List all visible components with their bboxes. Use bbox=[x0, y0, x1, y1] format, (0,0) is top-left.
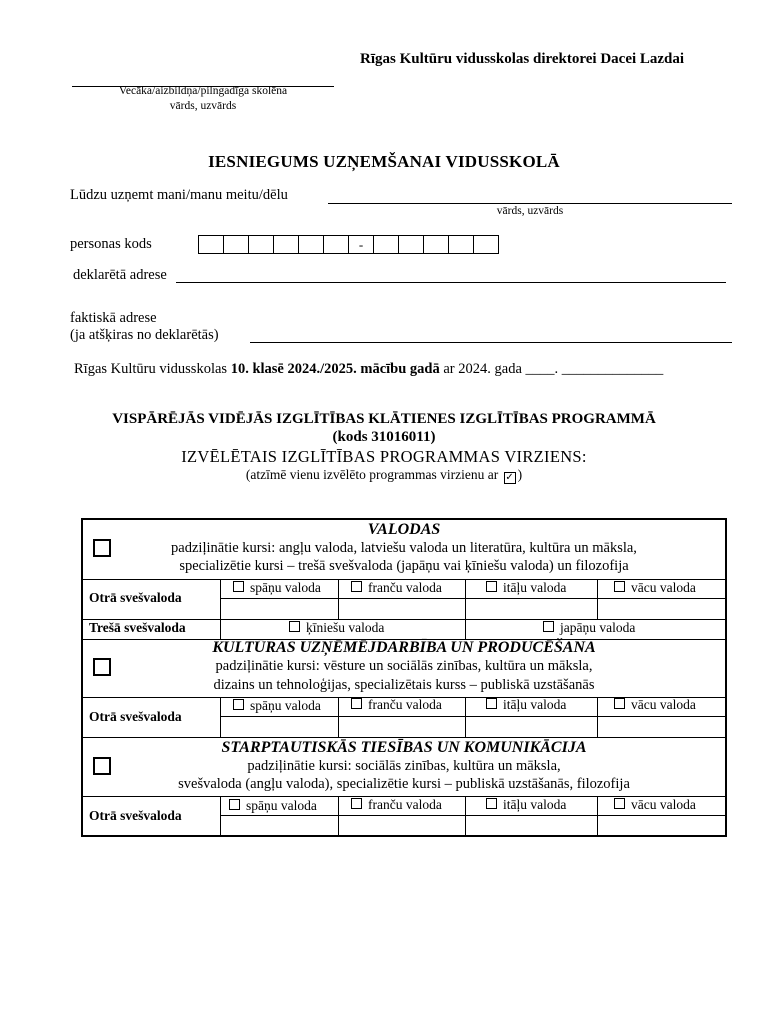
third-language-row bbox=[83, 619, 725, 640]
personal-code-label: personas kods bbox=[70, 236, 152, 252]
second-language-label: Otrā svešvaloda bbox=[89, 808, 182, 823]
program-title: VISPĀRĒJĀS VIDĒJĀS IZGLĪTĪBAS KLĀTIENES IZGLĪTĪBAS PROGRAMMĀ bbox=[112, 411, 656, 427]
option-japanese[interactable] bbox=[543, 620, 635, 636]
direction-international-law bbox=[83, 737, 725, 797]
option-label: spāņu valoda bbox=[250, 698, 321, 713]
personal-code-digit[interactable] bbox=[248, 235, 274, 254]
parent-name-caption bbox=[72, 84, 334, 114]
checkbox-icon[interactable] bbox=[614, 798, 625, 809]
personal-code-boxes[interactable] bbox=[198, 235, 499, 254]
option-label: franču valoda bbox=[368, 797, 442, 812]
option-italian[interactable] bbox=[486, 697, 566, 713]
personal-code-digit[interactable] bbox=[298, 235, 324, 254]
parent-caption-line2: vārds, uzvārds bbox=[169, 100, 237, 112]
personal-code-digit[interactable] bbox=[423, 235, 449, 254]
direction-course-line: dizains un tehnoloģijas, specializētais kurss – publiskā uzstāšanās bbox=[213, 677, 595, 693]
addressee: Rīgas Kultūru vidusskolas direktorei Dacei Lazdai bbox=[360, 51, 685, 67]
direction-instruction bbox=[0, 467, 768, 484]
personal-code-digit[interactable] bbox=[373, 235, 399, 254]
personal-code-digit[interactable] bbox=[398, 235, 424, 254]
option-label: itāļu valoda bbox=[503, 797, 567, 812]
instruction-prefix: (atzīmē vienu izvēlēto programmas virzienu ar bbox=[245, 467, 502, 482]
request-label: Lūdzu uzņemt mani/manu meitu/dēlu bbox=[70, 187, 288, 203]
direction-title: KULTŪRAS UZŅĒMĒJDARBĪBA UN PRODUCĒŠANA bbox=[212, 639, 596, 656]
checkbox-icon[interactable] bbox=[351, 698, 362, 709]
checkbox-icon[interactable] bbox=[614, 698, 625, 709]
personal-code-digit[interactable] bbox=[323, 235, 349, 254]
checkbox-icon[interactable] bbox=[614, 581, 625, 592]
direction-course-line: padziļinātie kursi: sociālās zinības, kultūra un māksla, bbox=[247, 758, 561, 774]
second-language-row bbox=[83, 796, 725, 835]
enrollment-class-year: 10. klasē 2024./2025. mācību gadā bbox=[230, 361, 440, 377]
directions-table bbox=[81, 518, 727, 837]
direction-heading: IZVĒLĒTAIS IZGLĪTĪBAS PROGRAMMAS VIRZIENS: bbox=[181, 447, 587, 466]
direction-culture-business bbox=[83, 639, 725, 698]
option-spanish[interactable] bbox=[229, 798, 317, 814]
direction-course-line: specializētie kursi – trešā svešvaloda (japāņu vai ķīniešu valoda) un filozofija bbox=[179, 558, 629, 574]
option-italian[interactable] bbox=[486, 580, 566, 596]
option-label: spāņu valoda bbox=[250, 580, 321, 595]
option-french[interactable] bbox=[351, 797, 442, 813]
enrollment-suffix[interactable]: ar 2024. gada ____. ______________ bbox=[439, 361, 664, 377]
option-spanish[interactable] bbox=[233, 580, 321, 596]
option-german[interactable] bbox=[614, 797, 696, 813]
checkbox-icon[interactable] bbox=[351, 798, 362, 809]
direction-course-line: svešvaloda (angļu valoda), specializētie kursi – publiskā uzstāšanās, filozofija bbox=[178, 776, 630, 792]
enrollment-sentence bbox=[74, 361, 663, 378]
direction-valodas bbox=[83, 520, 725, 580]
actual-address-note: (ja atšķiras no deklarētās) bbox=[70, 327, 219, 343]
checkbox-icon[interactable] bbox=[289, 621, 300, 632]
checkbox-icon[interactable] bbox=[233, 699, 244, 710]
program-code: (kods 31016011) bbox=[332, 429, 436, 445]
direction-course-line: padziļinātie kursi: angļu valoda, latviešu valoda un literatūra, kultūra un māksla, bbox=[171, 540, 637, 556]
second-language-label: Otrā svešvaloda bbox=[89, 709, 182, 724]
actual-address-field[interactable] bbox=[250, 342, 732, 343]
option-label: vācu valoda bbox=[631, 697, 696, 712]
option-label: itāļu valoda bbox=[503, 580, 567, 595]
declared-address-field[interactable] bbox=[176, 282, 726, 283]
student-name-field[interactable] bbox=[328, 203, 732, 204]
option-label: vācu valoda bbox=[631, 797, 696, 812]
option-label: spāņu valoda bbox=[246, 798, 317, 813]
personal-code-digit[interactable] bbox=[448, 235, 474, 254]
checkbox-icon[interactable] bbox=[233, 581, 244, 592]
option-label: franču valoda bbox=[368, 697, 442, 712]
option-german[interactable] bbox=[614, 697, 696, 713]
checkbox-icon[interactable] bbox=[543, 621, 554, 632]
page-title: IESNIEGUMS UZŅEMŠANAI VIDUSSKOLĀ bbox=[208, 152, 560, 171]
option-french[interactable] bbox=[351, 697, 442, 713]
option-label: vācu valoda bbox=[631, 580, 696, 595]
option-spanish[interactable] bbox=[233, 698, 321, 714]
option-french[interactable] bbox=[351, 580, 442, 596]
checkmark-icon: ✓ bbox=[505, 472, 514, 483]
option-label: franču valoda bbox=[368, 580, 442, 595]
checkbox-icon[interactable] bbox=[486, 698, 497, 709]
parent-caption-line1: Vecāka/aizbildņa/pilngadīga skolēna bbox=[118, 85, 288, 97]
personal-code-digit[interactable] bbox=[223, 235, 249, 254]
option-chinese[interactable] bbox=[289, 620, 384, 636]
second-language-row bbox=[83, 697, 725, 738]
checkbox-icon[interactable] bbox=[229, 799, 240, 810]
option-label: japāņu valoda bbox=[560, 620, 636, 635]
enrollment-prefix: Rīgas Kultūru vidusskolas bbox=[74, 361, 231, 377]
checkbox-icon[interactable] bbox=[351, 581, 362, 592]
personal-code-separator: - bbox=[348, 235, 374, 254]
declared-address-label: deklarētā adrese bbox=[73, 267, 167, 283]
personal-code-digit[interactable] bbox=[273, 235, 299, 254]
direction-course-line: padziļinātie kursi: vēsture un sociālās zinības, kultūra un māksla, bbox=[215, 658, 593, 674]
option-italian[interactable] bbox=[486, 797, 566, 813]
student-name-caption: vārds, uzvārds bbox=[496, 205, 564, 217]
personal-code-digit[interactable] bbox=[473, 235, 499, 254]
instruction-suffix: ) bbox=[517, 467, 523, 482]
checkbox-icon[interactable] bbox=[486, 798, 497, 809]
actual-address-label: faktiskā adrese bbox=[70, 310, 157, 326]
third-language-label: Trešā svešvaloda bbox=[89, 620, 186, 635]
checkbox-icon[interactable] bbox=[486, 581, 497, 592]
direction-title: STARPTAUTISKĀS TIESĪBAS UN KOMUNIKĀCIJA bbox=[221, 739, 587, 756]
option-label: itāļu valoda bbox=[503, 697, 567, 712]
option-german[interactable] bbox=[614, 580, 696, 596]
direction-title: VALODAS bbox=[367, 521, 441, 538]
personal-code-digit[interactable] bbox=[198, 235, 224, 254]
second-language-row bbox=[83, 579, 725, 620]
second-language-label: Otrā svešvaloda bbox=[89, 590, 182, 605]
option-label: ķīniešu valoda bbox=[306, 620, 385, 635]
